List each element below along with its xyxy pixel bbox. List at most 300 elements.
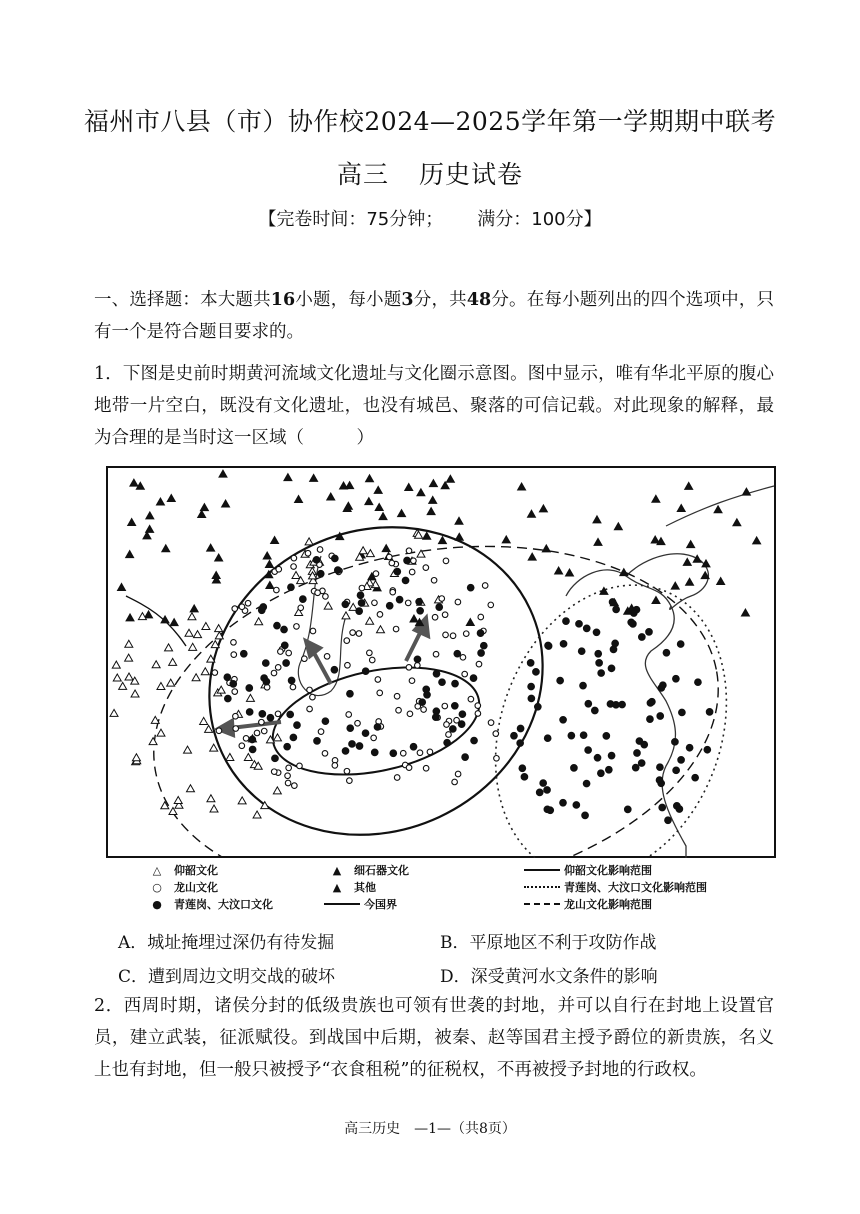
map-solid-circle [603,733,610,740]
map-open-circle [232,689,238,695]
legend-item: ○ 龙山文化 [144,879,218,895]
map-open-circle [431,577,437,583]
map-solid-circle [673,675,680,682]
map-open-circle [350,630,356,636]
map-open-circle [323,594,329,600]
map-solid-circle [467,584,474,591]
map-solid-circle [647,716,654,723]
map-open-circle [317,547,323,553]
map-solid-circle [402,577,409,584]
map-open-circle [231,640,237,646]
map-solid-circle [536,789,543,796]
map-solid-circle [598,670,605,677]
map-open-circle [298,605,304,611]
map-solid-circle [454,650,461,657]
map-open-circle [415,663,421,669]
map-solid-circle [462,754,469,761]
map-solid-circle [417,608,424,615]
map-solid-circle [471,737,478,744]
map-solid-circle [517,725,524,732]
map-solid-circle [678,757,685,764]
map-solid-circle [267,714,274,721]
map-solid-circle [224,674,231,681]
map-open-circle [421,707,427,713]
map-open-circle [475,703,481,709]
map-open-circle [450,633,456,639]
map-open-circle [231,652,237,658]
map-open-circle [310,694,316,700]
map-open-circle [285,780,291,786]
map-open-circle [372,600,378,606]
map-open-circle [307,687,313,693]
map-solid-circle [433,670,440,677]
map-solid-circle [578,648,585,655]
map-open-circle [423,565,429,571]
map-open-circle [243,736,249,742]
map-solid-circle [287,711,294,718]
map-solid-circle [294,722,301,729]
map-open-circle [315,590,321,596]
map-solid-circle [659,804,666,811]
dotted-line-icon [524,886,560,888]
map-solid-circle [657,713,664,720]
map-open-circle [275,665,281,671]
map-open-circle [405,600,411,606]
map-solid-circle [606,766,613,773]
map-solid-circle [362,668,369,675]
map-solid-circle [609,599,616,606]
legend-item: 仰韶文化影响范围 [524,862,652,878]
map-open-circle [446,732,452,738]
map-solid-circle [342,748,349,755]
map-open-circle [345,662,351,668]
map-open-circle [443,632,449,638]
map-solid-circle [592,707,599,714]
map-open-circle [233,713,239,719]
map-open-circle [292,783,298,789]
map-solid-circle [573,802,580,809]
map-solid-circle [459,711,466,718]
map-open-circle [443,558,449,564]
map-open-circle [344,768,350,774]
map-open-circle [318,729,324,735]
page-footer: 高三历史 —1—（共8页） [344,1121,516,1137]
map-solid-circle [230,681,237,688]
map-solid-circle [706,709,713,716]
map-solid-circle [583,625,590,632]
map-solid-circle [260,604,267,611]
map-open-circle [488,602,494,608]
map-open-circle [433,651,439,657]
map-solid-circle [477,630,484,637]
map-open-circle [396,707,402,713]
option-a[interactable]: A．城址掩埋过深仍有待发掘 [118,933,335,953]
map-solid-circle [249,736,256,743]
map-open-circle [468,696,474,702]
map-solid-circle [284,743,291,750]
map-solid-circle [527,660,534,667]
map-solid-circle [563,618,570,625]
map-solid-circle [585,747,592,754]
map-solid-circle [416,598,423,605]
map-solid-circle [396,596,403,603]
map-open-circle [369,657,375,663]
map-open-circle [290,684,296,690]
map-solid-circle [634,750,641,757]
map-open-circle [274,587,280,593]
map-solid-circle [272,755,279,762]
map-solid-circle [641,741,648,748]
question-2-stem: 2．西周时期，诸侯分封的低级贵族也可领有世袭的封地，并可以自行在封地上设置官员，建立武装，征派赋役。到战国中后期，被秦、赵等国君主授予爵位的新贵族，名义上也有封地，但一般只被授予“衣食租税”的征税权，不再被授予封地的行政权。 [94,996,774,1080]
exam-meta [0,205,860,231]
map-solid-circle [511,732,518,739]
map-open-circle [394,775,400,781]
map-open-circle [442,703,448,709]
map-solid-circle [452,702,459,709]
map-solid-circle [288,584,295,591]
map-solid-circle [331,666,338,673]
map-solid-circle [313,557,320,564]
map-open-circle [259,719,265,725]
map-open-circle [310,628,316,634]
map-open-circle [276,566,282,572]
map-solid-circle [281,642,288,649]
map-solid-circle [544,787,551,794]
map-open-circle [493,731,499,737]
map-solid-circle [608,752,615,759]
map-solid-circle [595,650,602,657]
map-open-circle [322,751,328,757]
map-solid-circle [347,725,354,732]
map-solid-circle [638,760,645,767]
map-solid-circle [657,764,664,771]
map-open-circle [390,589,396,595]
map-solid-circle [262,660,269,667]
map-open-circle [239,743,245,749]
legend-item: ▲ 细石器文化 [324,862,409,878]
map-solid-circle [540,780,547,787]
map-open-circle [377,690,383,696]
map-open-circle [406,548,412,554]
map-open-circle [232,606,238,612]
map-solid-circle [596,660,603,667]
solid-triangle-icon: ▲ [332,880,342,894]
map-open-circle [460,655,466,661]
map-solid-circle [259,711,266,718]
map-solid-circle [686,744,693,751]
map-open-circle [417,750,423,756]
exam-subtitle [0,155,860,191]
section-instructions: 一、选择题：本大题共16小题，每小题3分，共48分。在每小题列出的四个选项中，只有一个是符合题目要求的。 [94,290,775,342]
map-solid-circle [576,621,583,628]
map-solid-circle [362,730,369,737]
map-solid-circle [610,646,617,653]
boundary-line-icon [324,903,360,905]
map-open-circle [476,661,482,667]
map-solid-circle [695,679,702,686]
map-open-circle [356,631,362,637]
solid-triangle-icon: ▲ [332,863,342,877]
map-solid-circle [249,746,256,753]
exam-title: 福州市八县（市）协作校2024—2025学年第一学期期中联考 [83,107,777,136]
map-solid-circle [480,642,487,649]
open-triangle-icon: △ [152,863,162,877]
map-open-circle [407,711,413,717]
map-solid-circle [585,700,592,707]
map-open-circle [286,765,292,771]
map-open-circle [347,778,353,784]
map-open-circle [482,583,488,589]
map-solid-circle [332,555,339,562]
map-solid-circle [580,682,587,689]
map-solid-circle [371,749,378,756]
map-solid-circle [419,699,426,706]
map-solid-circle [528,695,535,702]
map-solid-circle [521,774,528,781]
question-1-stem: 1．下图是史前时期黄河流域文化遗址与文化圈示意图。图中显示，唯有华北平原的腹心地带一片空白，既没有文化遗址，也没有城邑、聚落的可信记载。对此现象的解释，最为合理的是当时这一区域（ ） [94,364,774,448]
map-solid-circle [660,682,667,689]
map-solid-circle [594,754,601,761]
map-open-circle [386,554,392,560]
map-open-circle [427,749,433,755]
map-solid-circle [433,708,440,715]
map-open-circle [212,670,218,676]
map-solid-circle [478,650,485,657]
map-solid-circle [568,732,575,739]
legend-item: 龙山文化影响范围 [524,896,652,912]
legend-item: ● 青莲岗、大汶口文化 [144,896,273,912]
map-solid-circle [656,777,663,784]
map-solid-circle [544,806,551,813]
map-solid-circle [281,626,288,633]
map-open-circle [375,677,381,683]
map-open-circle [494,755,500,761]
map-solid-circle [314,738,321,745]
map-open-circle [455,771,461,777]
map-open-circle [463,631,469,637]
map-open-circle [423,765,429,771]
map-solid-circle [674,803,681,810]
map-open-circle [371,735,377,741]
map-open-circle [455,599,461,605]
map-solid-circle [704,746,711,753]
map-solid-circle [342,601,349,608]
map-open-circle [302,656,308,662]
map-solid-circle [630,610,637,617]
map-solid-circle [414,656,421,663]
map-open-circle [305,550,311,556]
map-solid-circle [582,812,589,819]
map-solid-circle [404,557,411,564]
map-solid-circle [613,702,620,709]
map-solid-circle [470,675,477,682]
map-solid-circle [452,680,459,687]
map-legend [144,862,784,914]
map-solid-circle [628,619,635,626]
map-open-circle [275,711,281,717]
map-open-circle [307,706,313,712]
map-solid-circle [357,592,364,599]
map-open-circle [367,650,373,656]
map-open-circle [409,678,415,684]
culture-map [106,466,776,858]
solid-line-icon [524,869,560,871]
map-open-circle [254,730,260,736]
map-solid-circle [458,721,465,728]
map-solid-circle [639,634,646,641]
map-solid-circle [528,683,535,690]
map-open-circle [377,612,383,618]
map-open-circle [216,728,222,734]
map-open-circle [488,720,494,726]
time-limit: 【完卷时间：75分钟； [258,209,444,230]
map-solid-circle [613,606,620,613]
map-open-circle [261,728,267,734]
map-open-circle [359,585,365,591]
map-solid-circle [583,780,590,787]
map-solid-circle [349,741,356,748]
map-open-circle [294,624,300,630]
legend-item: 青莲岗、大汶口文化影响范围 [524,879,707,895]
map-solid-circle [649,698,656,705]
map-solid-circle [646,629,653,636]
map-open-circle [452,779,458,785]
map-solid-circle [240,650,247,657]
map-solid-circle [544,735,551,742]
map-solid-circle [358,600,365,607]
map-solid-circle [317,570,324,577]
map-open-circle [355,720,361,726]
map-open-circle [406,665,412,671]
map-solid-circle [283,660,290,667]
map-solid-circle [356,743,363,750]
map-solid-circle [424,692,431,699]
map-solid-circle [356,608,363,615]
option-b[interactable]: B．平原地区不利于攻防作战 [440,933,657,953]
map-solid-circle [386,602,393,609]
map-open-circle [439,596,445,602]
map-solid-circle [225,695,232,702]
map-solid-circle [374,724,381,731]
map-solid-circle [274,622,281,629]
map-solid-circle [519,765,526,772]
map-solid-circle [263,678,270,685]
map-open-circle [271,670,277,676]
map-solid-circle [450,726,457,733]
map-solid-circle [436,604,443,611]
map-open-circle [233,726,239,732]
map-solid-circle [322,718,329,725]
map-open-circle [409,569,415,575]
open-circle-icon: ○ [152,880,162,894]
map-solid-circle [300,596,307,603]
map-solid-circle [663,649,670,656]
map-open-circle [442,612,448,618]
map-solid-circle [665,817,672,824]
map-solid-circle [571,765,578,772]
legend-item: △ 仰韶文化 [144,862,218,878]
map-solid-circle [560,717,567,724]
map-solid-circle [557,677,564,684]
map-solid-circle [390,750,397,757]
map-solid-circle [533,669,540,676]
map-open-circle [478,614,484,620]
map-solid-circle [679,709,686,716]
map-open-circle [344,638,350,644]
map-open-circle [462,671,468,677]
grade-label: 高三 [336,160,389,189]
map-open-circle [324,654,330,660]
map-open-circle [278,649,284,655]
option-d[interactable]: D．深受黄河水文条件的影响 [440,967,658,987]
map-solid-circle [560,799,567,806]
map-open-circle [373,571,379,577]
map-solid-circle [535,703,542,710]
map-solid-circle [677,641,684,648]
dashed-line-icon [524,903,560,905]
map-solid-circle [290,734,297,741]
map-open-circle [389,560,395,566]
full-score: 满分：100分】 [477,209,602,230]
map-solid-circle [288,677,295,684]
map-open-circle [291,564,297,570]
map-solid-circle [246,709,253,716]
map-open-circle [432,614,438,620]
map-solid-circle [394,568,401,575]
map-open-circle [475,711,481,717]
map-open-circle [286,650,292,656]
legend-item: ▲ 其他 [324,879,376,895]
map-open-circle [411,558,417,564]
map-solid-circle [672,739,679,746]
map-solid-circle [410,743,417,750]
map-open-circle [346,712,352,718]
map-open-circle [239,604,245,610]
map-solid-circle [334,567,341,574]
map-open-circle [245,600,251,606]
option-c[interactable]: C．遭到周边文明交战的破坏 [118,967,336,987]
map-open-circle [400,750,406,756]
map-solid-circle [517,740,524,747]
map-open-circle [394,693,400,699]
map-open-circle [285,773,291,779]
map-solid-circle [593,629,600,636]
map-solid-circle [632,764,639,771]
map-solid-circle [246,685,253,692]
map-solid-circle [692,774,699,781]
map-open-circle [297,763,303,769]
map-open-circle [332,763,338,769]
subject-label: 历史试卷 [419,160,524,189]
map-solid-circle [580,732,587,739]
map-solid-circle [545,642,552,649]
map-open-circle [291,555,297,561]
map-solid-circle [347,690,354,697]
map-solid-circle [560,641,567,648]
map-solid-circle [624,806,631,813]
map-open-circle [393,626,399,632]
solid-circle-icon: ● [152,897,162,911]
map-solid-circle [444,739,451,746]
map-solid-circle [608,665,615,672]
map-solid-circle [673,767,680,774]
map-open-circle [271,769,277,775]
legend-item: 今国界 [324,896,397,912]
map-open-circle [406,765,412,771]
map-solid-circle [439,679,446,686]
map-solid-circle [598,770,605,777]
map-open-circle [444,722,450,728]
